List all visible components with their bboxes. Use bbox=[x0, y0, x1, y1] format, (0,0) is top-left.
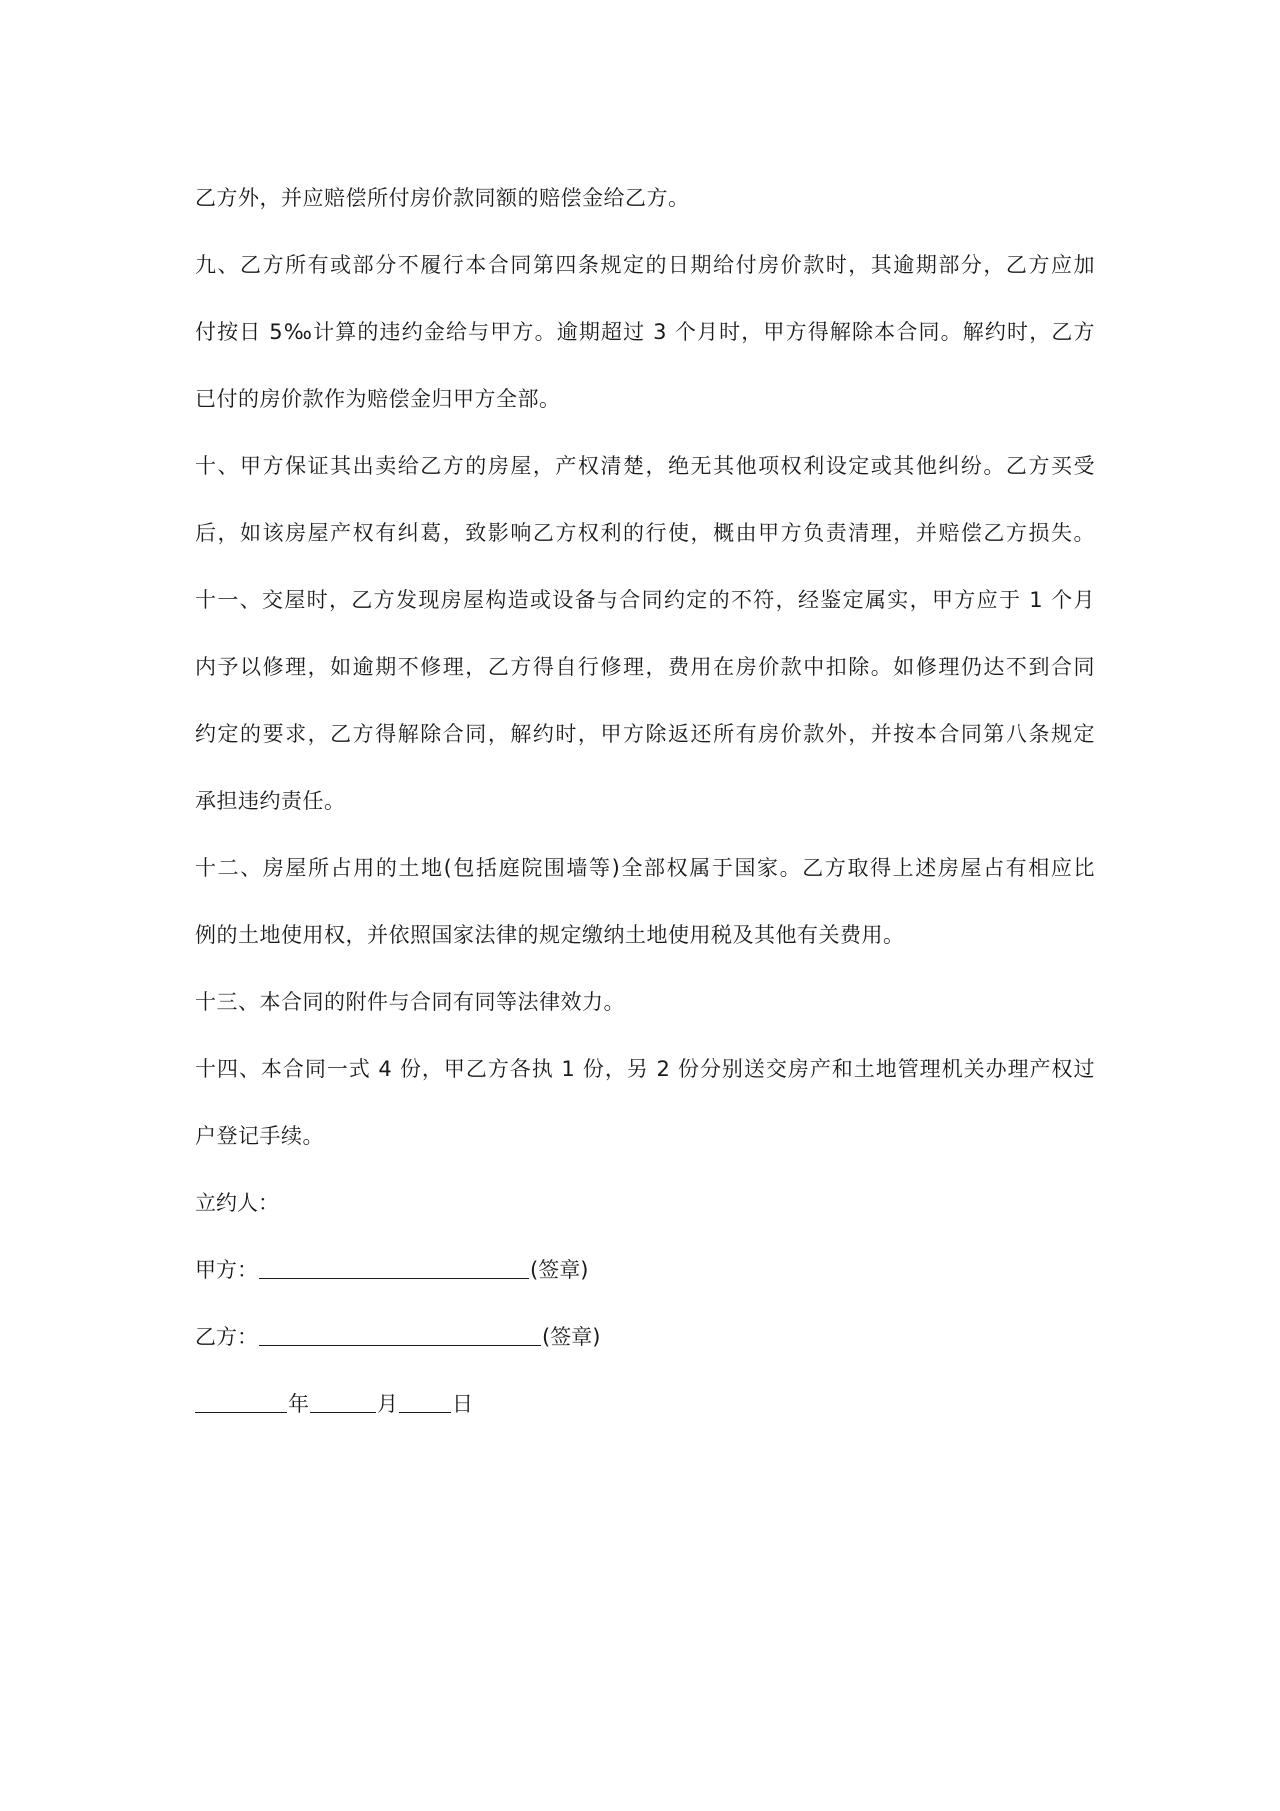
paragraph-line: 乙方外，并应赔偿所付房价款同额的赔偿金给乙方。 bbox=[195, 186, 690, 210]
paragraph-line: 十四、本合同一式 4 份，甲乙方各执 1 份，另 2 份分别送交房产和土地管理机关办理产权过 bbox=[195, 1057, 1095, 1081]
paragraph-line: 后，如该房屋产权有纠葛，致影响乙方权利的行使，概由甲方负责清理，并赔偿乙方损失。 bbox=[195, 521, 1095, 545]
year-label: 年 bbox=[288, 1392, 309, 1416]
party-a-signature-blank[interactable] bbox=[259, 1250, 529, 1279]
month-label: 月 bbox=[377, 1392, 398, 1416]
paragraph-line: 十一、交屋时，乙方发现房屋构造或设备与合同约定的不符，经鉴定属实，甲方应于 1 个月 bbox=[195, 588, 1095, 612]
date-row bbox=[195, 1371, 1095, 1438]
party-b-seal-note: (签章) bbox=[542, 1325, 601, 1349]
party-b-signature-row bbox=[195, 1304, 1095, 1371]
party-a-label: 甲方： bbox=[195, 1258, 258, 1282]
year-blank[interactable] bbox=[195, 1384, 287, 1413]
party-b-signature-blank[interactable] bbox=[259, 1317, 541, 1346]
day-blank[interactable] bbox=[399, 1384, 451, 1413]
paragraph-line: 十二、房屋所占用的土地(包括庭院围墙等)全部权属于国家。乙方取得上述房屋占有相应比 bbox=[195, 856, 1095, 880]
month-blank[interactable] bbox=[310, 1384, 376, 1413]
paragraph-line: 户登记手续。 bbox=[195, 1124, 324, 1148]
contract-body bbox=[195, 165, 1095, 1438]
party-b-label: 乙方： bbox=[195, 1325, 258, 1349]
paragraph-line: 内予以修理，如逾期不修理，乙方得自行修理，费用在房价款中扣除。如修理仍达不到合同 bbox=[195, 655, 1095, 679]
paragraph-line: 十三、本合同的附件与合同有同等法律效力。 bbox=[195, 990, 625, 1014]
paragraph-line: 约定的要求，乙方得解除合同，解约时，甲方除返还所有房价款外，并按本合同第八条规定 bbox=[195, 722, 1095, 746]
paragraph-line: 九、乙方所有或部分不履行本合同第四条规定的日期给付房价款时，其逾期部分，乙方应加 bbox=[195, 253, 1095, 277]
paragraph-line: 例的土地使用权，并依照国家法律的规定缴纳土地使用税及其他有关费用。 bbox=[195, 923, 905, 947]
party-a-signature-row bbox=[195, 1237, 1095, 1304]
paragraph-line: 已付的房价款作为赔偿金归甲方全部。 bbox=[195, 387, 561, 411]
day-label: 日 bbox=[452, 1392, 473, 1416]
party-a-seal-note: (签章) bbox=[530, 1258, 589, 1282]
paragraph-line: 承担违约责任。 bbox=[195, 789, 346, 813]
signatory-heading bbox=[195, 1170, 1095, 1237]
paragraph-line: 十、甲方保证其出卖给乙方的房屋，产权清楚，绝无其他项权利设定或其他纠纷。乙方买受 bbox=[195, 454, 1095, 478]
paragraph-line: 付按日 5‰计算的违约金给与甲方。逾期超过 3 个月时，甲方得解除本合同。解约时，乙方 bbox=[195, 320, 1095, 344]
signatory-label: 立约人： bbox=[195, 1191, 279, 1215]
